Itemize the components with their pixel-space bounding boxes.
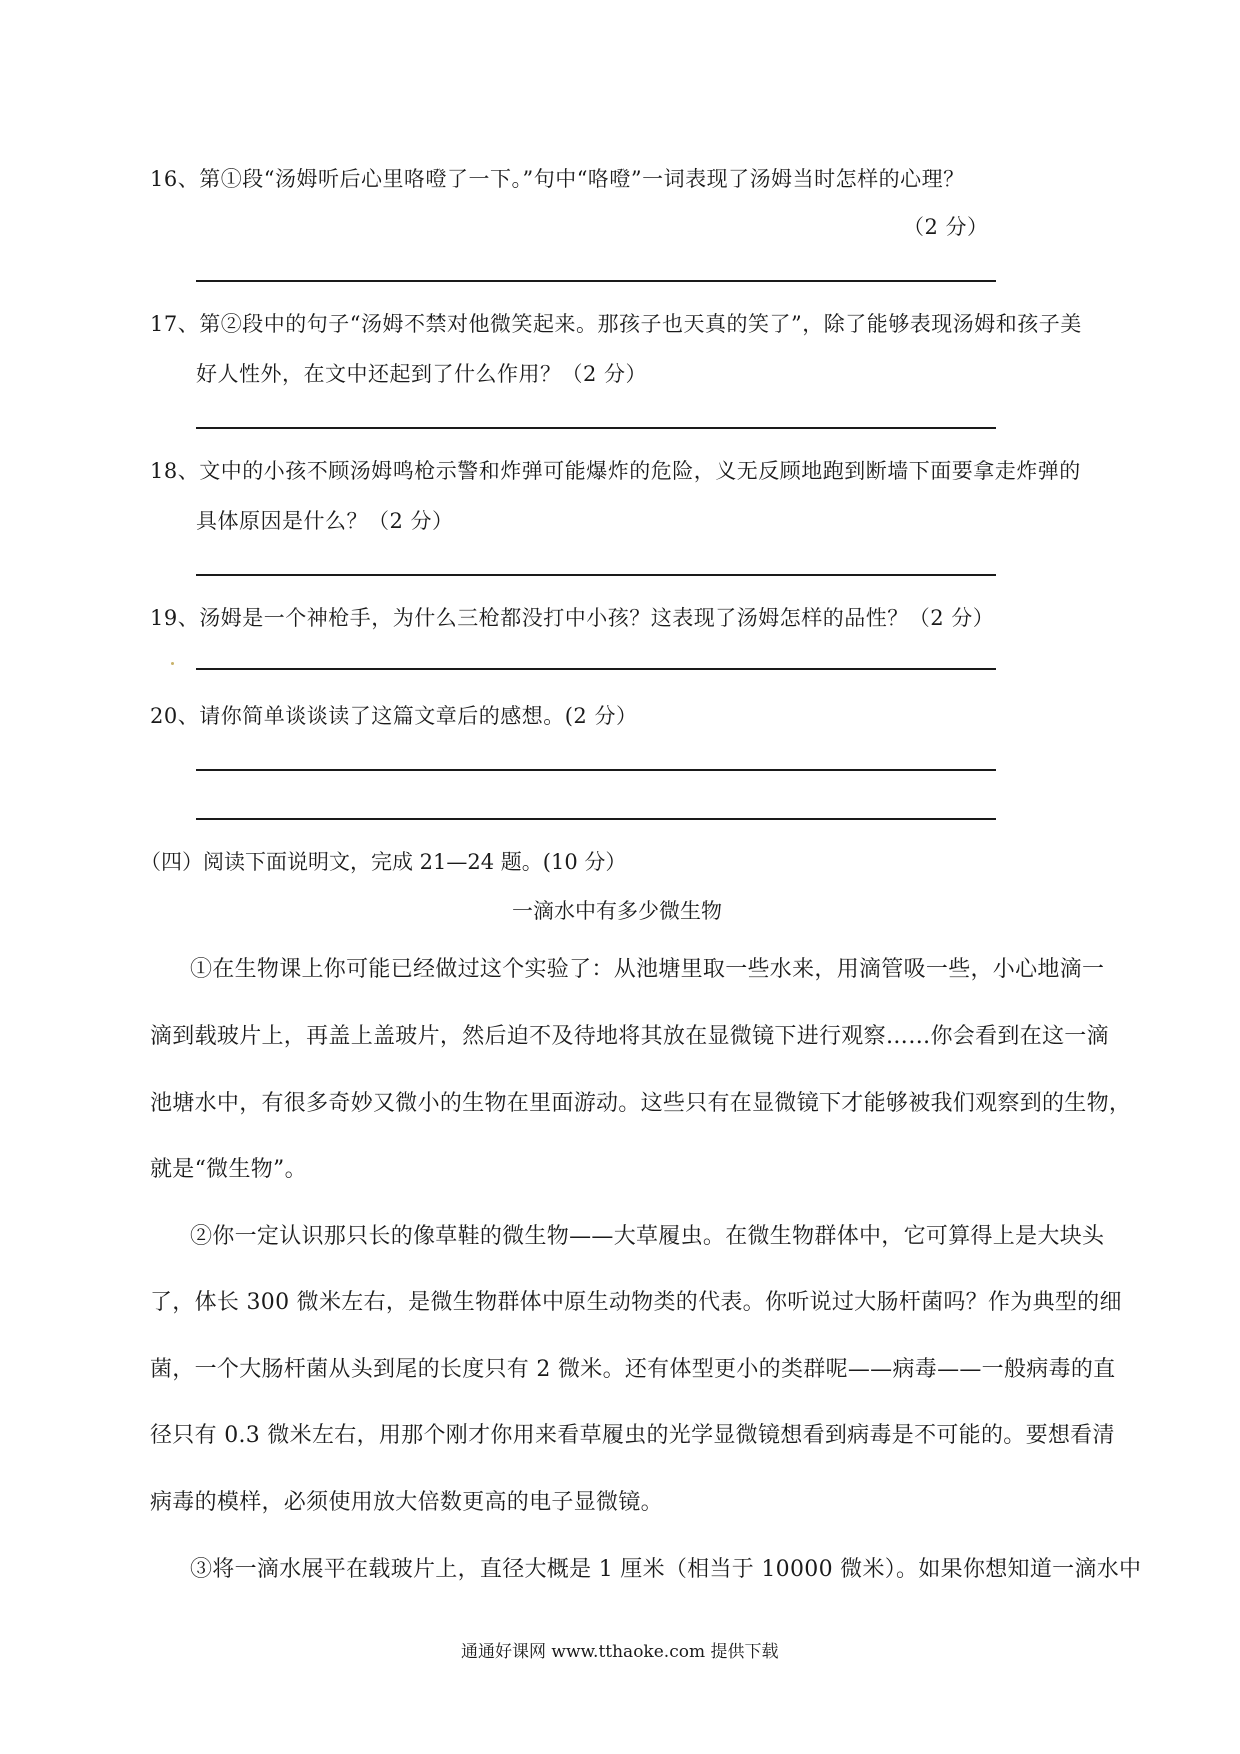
paragraph-line: 径只有 0.3 微米左右，用那个刚才你用来看草履虫的光学显微镜想看到病毒是不可能的。要想看清 <box>150 1423 1115 1448</box>
paragraph-line: 就是“微生物”。 <box>150 1157 307 1182</box>
answer-line-19[interactable] <box>196 668 996 670</box>
paragraph-line: ②你一定认识那只长的像草鞋的微生物——大草履虫。在微生物群体中，它可算得上是大块头 <box>190 1224 1105 1249</box>
question-16-score: （2 分） <box>903 215 989 239</box>
section-header: （四）阅读下面说明文，完成 21—24 题。(10 分） <box>140 850 627 874</box>
question-18-line2: 具体原因是什么？（2 分） <box>196 509 454 533</box>
paragraph-line: 池塘水中，有很多奇妙又微小的生物在里面游动。这些只有在显微镜下才能够被我们观察到的生物， <box>150 1091 1132 1116</box>
paragraph-line: 菌，一个大肠杆菌从头到尾的长度只有 2 微米。还有体型更小的类群呢——病毒——一般病毒的直 <box>150 1357 1116 1382</box>
answer-line-17[interactable] <box>196 427 996 429</box>
paragraph-line: ③将一滴水展平在载玻片上，直径大概是 1 厘米（相当于 10000 微米）。如果你想知道一滴水中 <box>190 1557 1142 1582</box>
paragraph-line: 了，体长 300 微米左右，是微生物群体中原生动物类的代表。你听说过大肠杆菌吗？作为典型的细 <box>150 1290 1122 1315</box>
question-18-line1: 18、文中的小孩不顾汤姆鸣枪示警和炸弹可能爆炸的危险，义无反顾地跑到断墙下面要拿走炸弹的 <box>150 459 1081 483</box>
answer-line-20a[interactable] <box>196 769 996 771</box>
question-19: 19、汤姆是一个神枪手，为什么三枪都没打中小孩？这表现了汤姆怎样的品性？（2 分） <box>150 606 995 630</box>
paragraph-line: 滴到载玻片上，再盖上盖玻片，然后迫不及待地将其放在显微镜下进行观察……你会看到在这一滴 <box>150 1024 1109 1049</box>
article-title: 一滴水中有多少微生物 <box>512 899 722 923</box>
paragraph-line: ①在生物课上你可能已经做过这个实验了：从池塘里取一些水来，用滴管吸一些，小心地滴一 <box>190 957 1105 982</box>
paragraph-line: 病毒的模样，必须使用放大倍数更高的电子显微镜。 <box>150 1490 663 1515</box>
question-17-line1: 17、第②段中的句子“汤姆不禁对他微笑起来。那孩子也天真的笑了”，除了能够表现汤姆和孩子美 <box>150 312 1082 336</box>
footer: 通通好课网 www.tthaoke.com 提供下载 <box>461 1642 779 1662</box>
answer-line-20b[interactable] <box>196 818 996 820</box>
question-17-line2: 好人性外，在文中还起到了什么作用？（2 分） <box>196 362 648 386</box>
answer-line-18[interactable] <box>196 574 996 576</box>
question-16: 16、第①段“汤姆听后心里咯噔了一下。”句中“咯噔”一词表现了汤姆当时怎样的心理？ <box>150 167 965 191</box>
answer-line-16[interactable] <box>196 280 996 282</box>
question-20: 20、请你简单谈谈读了这篇文章后的感想。(2 分） <box>150 704 638 728</box>
speck-mark <box>171 662 174 665</box>
